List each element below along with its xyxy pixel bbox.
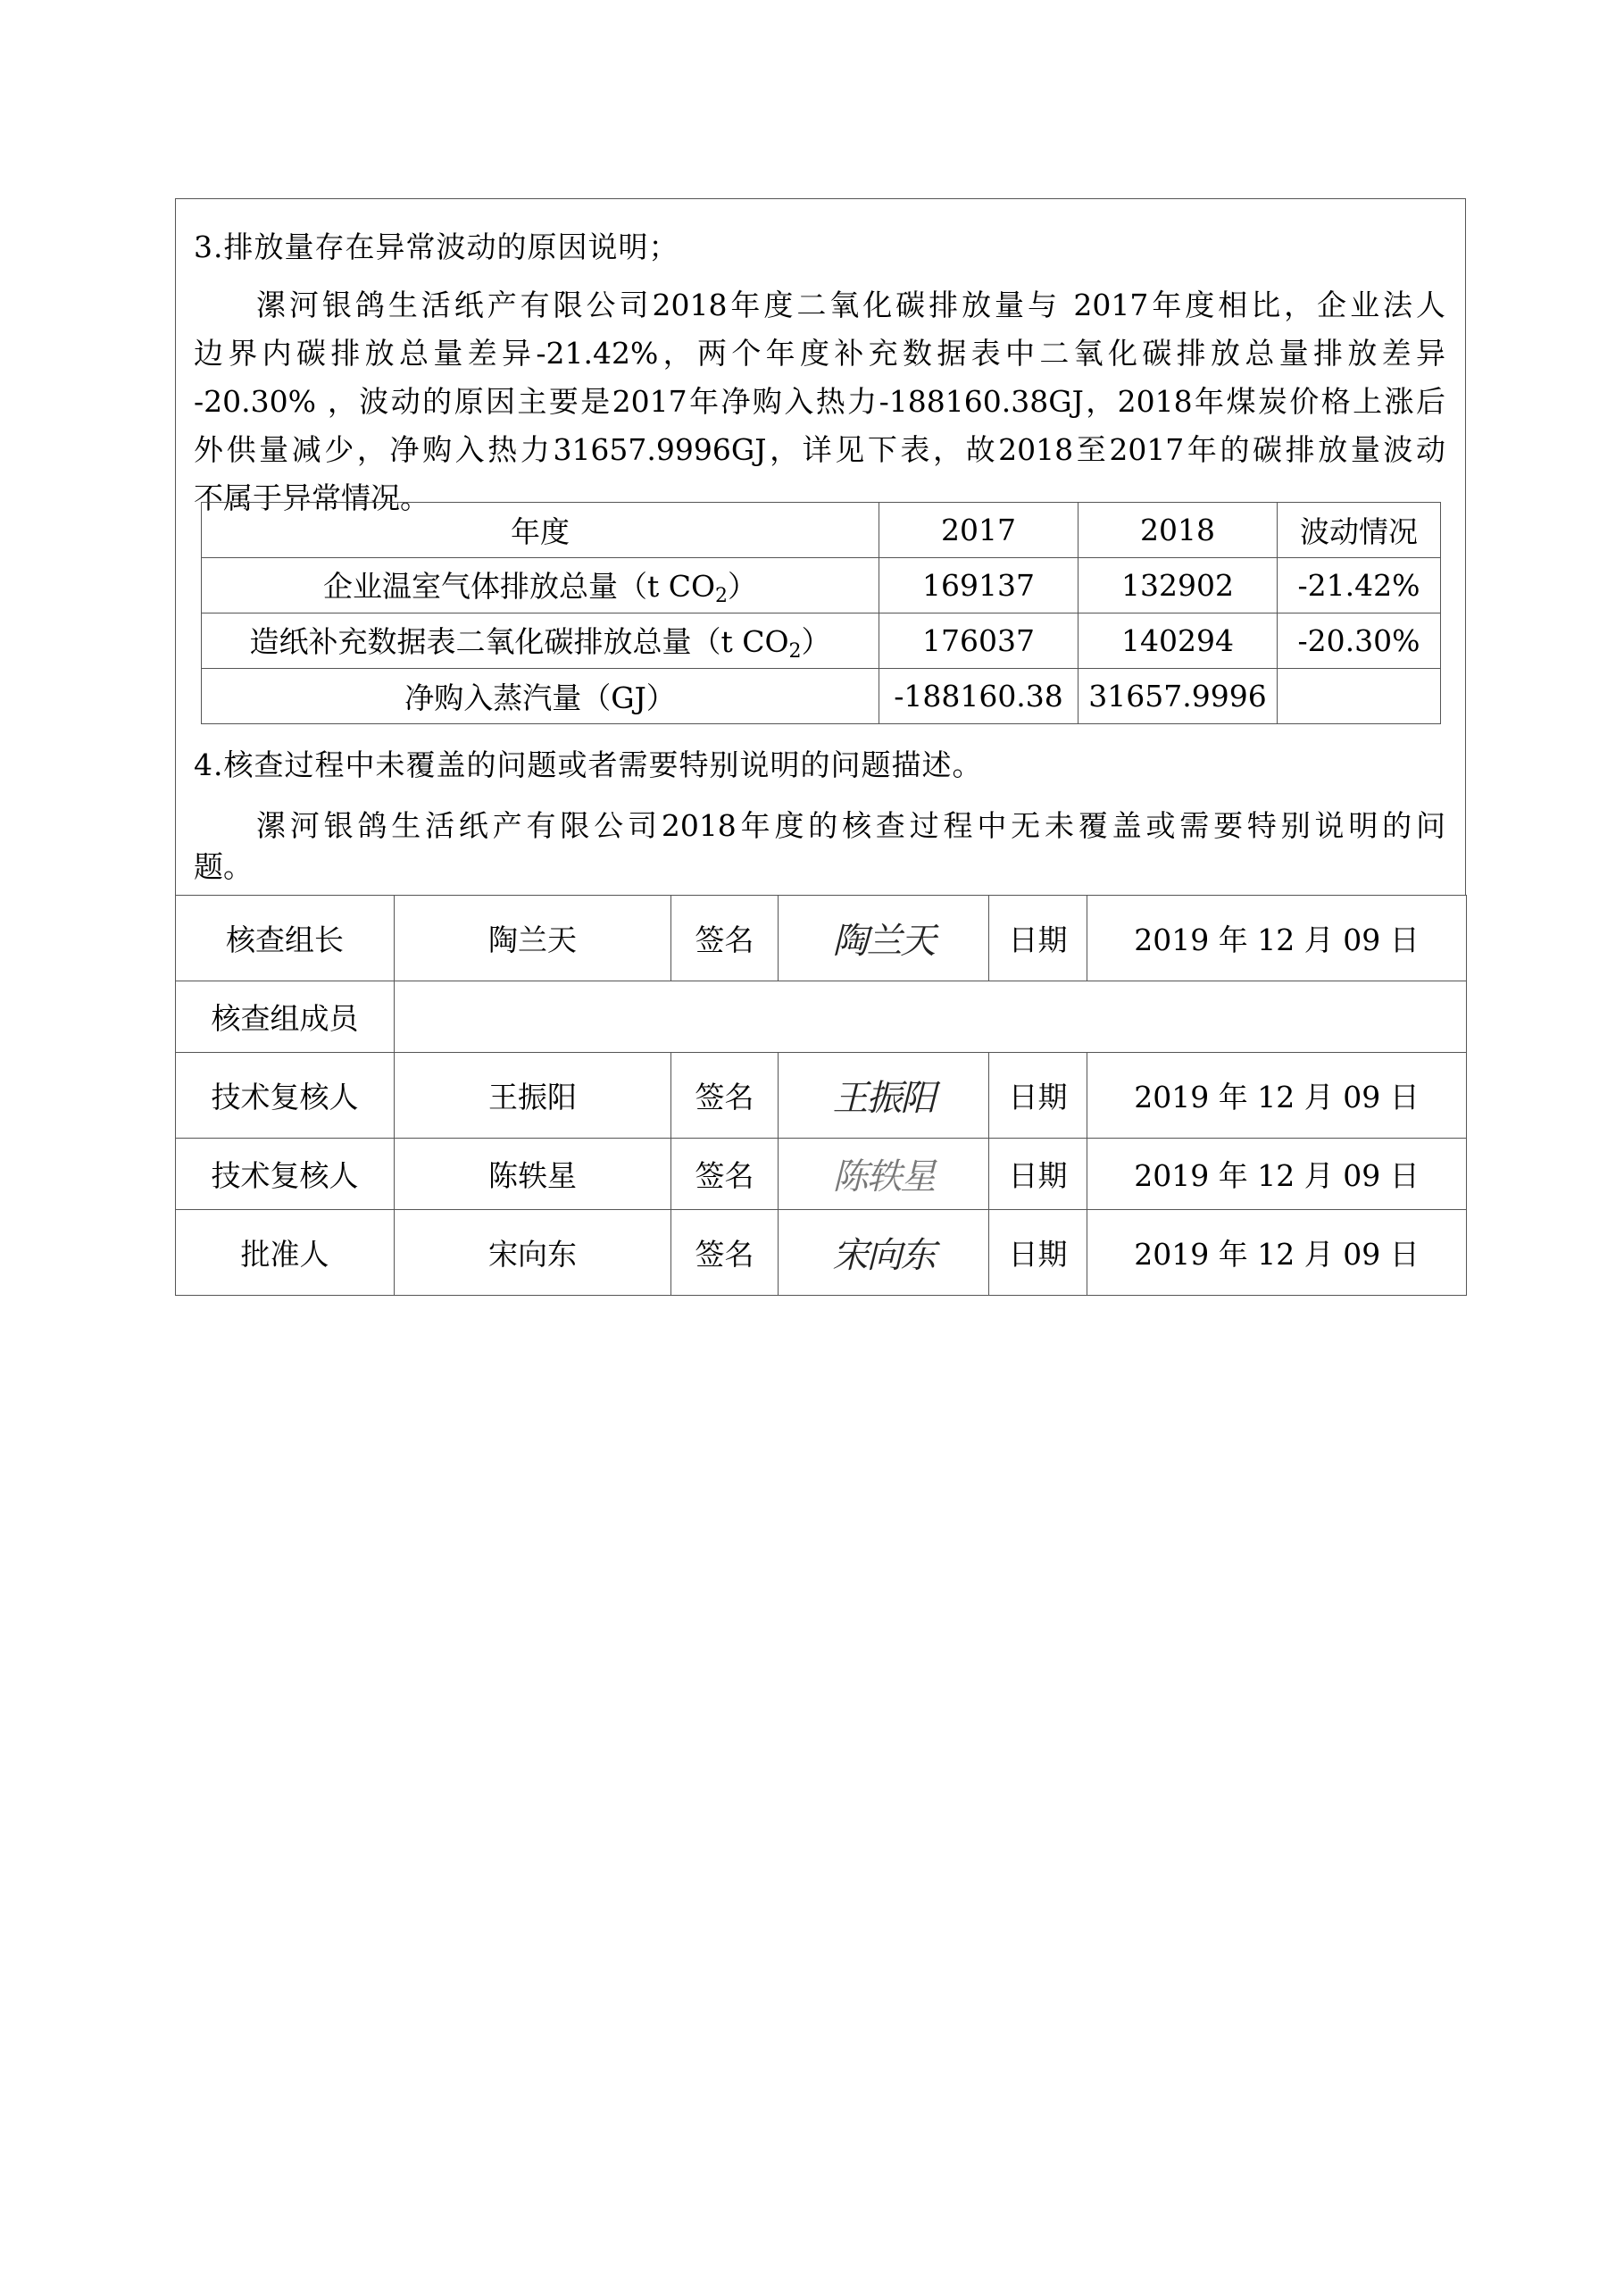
paragraph-line: 外供量减少，净购入热力31657.9996GJ，详见下表，故2018至2017年的碳排放量波动 xyxy=(194,432,1445,467)
paragraph-line: -20.30% ，波动的原因主要是2017年净购入热力-188160.38GJ，2018年煤炭价格上涨后 xyxy=(194,384,1445,419)
name-cell: 宋向东 xyxy=(395,1210,671,1296)
signature-cell xyxy=(779,1053,989,1139)
sign-label: 签名 xyxy=(671,1139,779,1210)
section3-paragraph xyxy=(194,281,1445,522)
emissions-table xyxy=(201,502,1441,724)
value-change xyxy=(1278,669,1441,724)
row-label: 造纸补充数据表二氧化碳排放总量（t $CO_2$） xyxy=(202,613,879,669)
row-label: 企业温室气体排放总量（t $CO_2$） xyxy=(202,558,879,613)
header-2018: 2018 xyxy=(1079,503,1278,558)
signature-cell xyxy=(779,1139,989,1210)
value-2018: 132902 xyxy=(1079,558,1278,613)
name-cell: 陶兰天 xyxy=(395,896,671,981)
table-row xyxy=(176,896,1467,981)
table-row xyxy=(176,1053,1467,1139)
table-header-row xyxy=(202,503,1441,558)
table-row xyxy=(176,1210,1467,1296)
table-row xyxy=(202,613,1441,669)
table-row xyxy=(176,1139,1467,1210)
role-cell: 批准人 xyxy=(176,1210,395,1296)
paragraph-line: 漯河银鸽生活纸产有限公司2018年度的核查过程中无未覆盖或需要特别说明的问 xyxy=(256,808,1445,843)
date-cell: 2019 年 12 月 09 日 xyxy=(1087,1210,1467,1296)
section4-paragraph xyxy=(194,802,1445,891)
handwritten-signature: 陶兰天 xyxy=(832,921,935,962)
signature-cell xyxy=(779,896,989,981)
value-2018: 140294 xyxy=(1079,613,1278,669)
role-cell: 技术复核人 xyxy=(176,1053,395,1139)
sign-label: 签名 xyxy=(671,896,779,981)
value-change: -20.30% xyxy=(1278,613,1441,669)
date-label: 日期 xyxy=(989,1139,1087,1210)
sign-label: 签名 xyxy=(671,1210,779,1296)
value-change: -21.42% xyxy=(1278,558,1441,613)
date-label: 日期 xyxy=(989,1053,1087,1139)
name-cell: 王振阳 xyxy=(395,1053,671,1139)
row-label: 净购入蒸汽量（GJ） xyxy=(202,669,879,724)
header-2017: 2017 xyxy=(879,503,1079,558)
date-cell: 2019 年 12 月 09 日 xyxy=(1087,1053,1467,1139)
role-cell: 核查组长 xyxy=(176,896,395,981)
date-cell: 2019 年 12 月 09 日 xyxy=(1087,1139,1467,1210)
section3-heading: 3.排放量存在异常波动的原因说明； xyxy=(194,230,679,264)
header-change: 波动情况 xyxy=(1278,503,1441,558)
table-row xyxy=(202,558,1441,613)
signature-table xyxy=(175,895,1467,1296)
value-2017: -188160.38 xyxy=(879,669,1079,724)
paragraph-line: 边界内碳排放总量差异-21.42%，两个年度补充数据表中二氧化碳排放总量排放差异 xyxy=(194,336,1445,371)
role-cell: 核查组成员 xyxy=(176,981,395,1053)
value-2018: 31657.9996 xyxy=(1079,669,1278,724)
paragraph-line: 不属于异常情况。 xyxy=(194,480,429,515)
role-cell: 技术复核人 xyxy=(176,1139,395,1210)
value-2017: 176037 xyxy=(879,613,1079,669)
date-label: 日期 xyxy=(989,896,1087,981)
handwritten-signature: 陈轶星 xyxy=(832,1156,935,1198)
date-cell: 2019 年 12 月 09 日 xyxy=(1087,896,1467,981)
date-label: 日期 xyxy=(989,1210,1087,1296)
name-cell: 陈轶星 xyxy=(395,1139,671,1210)
section4-heading: 4.核查过程中未覆盖的问题或者需要特别说明的问题描述。 xyxy=(194,747,983,782)
value-2017: 169137 xyxy=(879,558,1079,613)
sign-label: 签名 xyxy=(671,1053,779,1139)
handwritten-signature: 王振阳 xyxy=(832,1078,935,1119)
table-row xyxy=(202,669,1441,724)
header-year: 年度 xyxy=(202,503,879,558)
paragraph-line: 漯河银鸽生活纸产有限公司2018年度二氧化碳排放量与 2017年度相比，企业法人 xyxy=(256,288,1445,322)
signature-cell xyxy=(779,1210,989,1296)
report-frame xyxy=(175,198,1466,895)
handwritten-signature: 宋向东 xyxy=(832,1235,935,1276)
members-cell xyxy=(395,981,1467,1053)
table-row xyxy=(176,981,1467,1053)
paragraph-line: 题。 xyxy=(194,849,253,884)
